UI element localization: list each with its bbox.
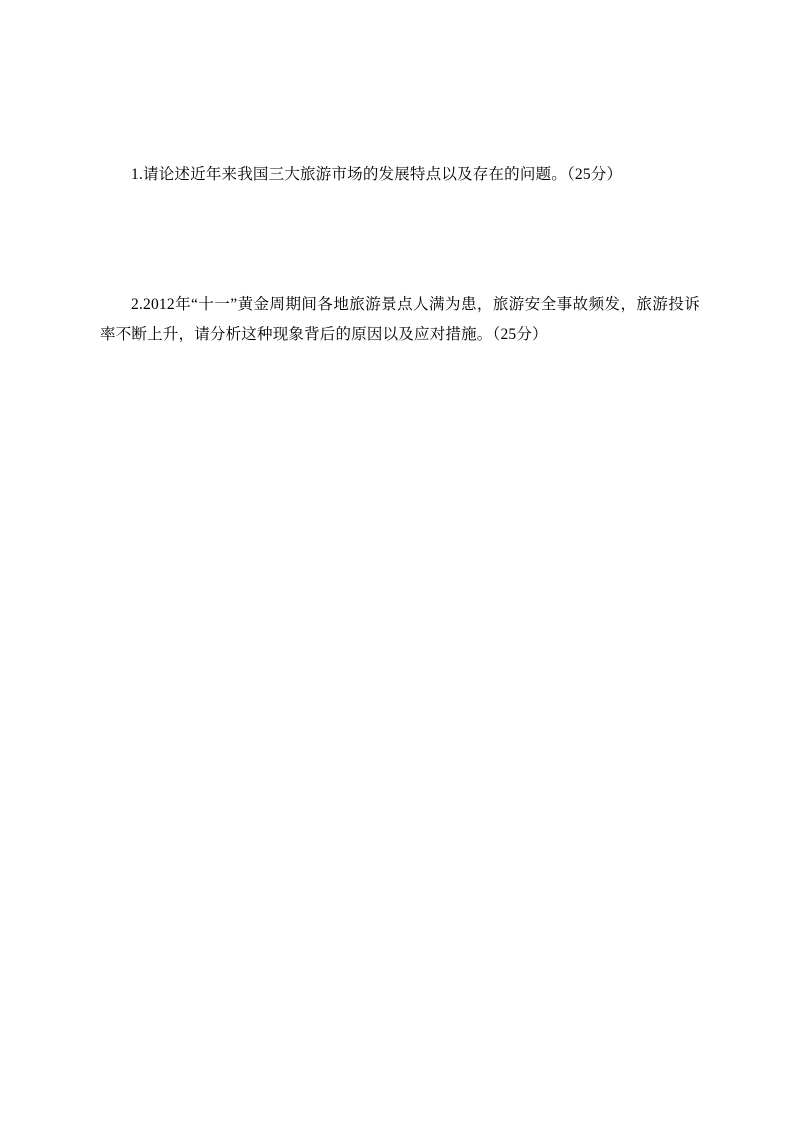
- document-content: [100, 160, 700, 350]
- essay-question-2: 2.2012年“十一”黄金周期间各地旅游景点人满为患，旅游安全事故频发，旅游投诉率不断上升，请分析这种现象背后的原因以及应对措施。（25分）: [100, 296, 700, 343]
- essay-question-1: 1.请论述近年来我国三大旅游市场的发展特点以及存在的问题。（25分）: [131, 166, 623, 183]
